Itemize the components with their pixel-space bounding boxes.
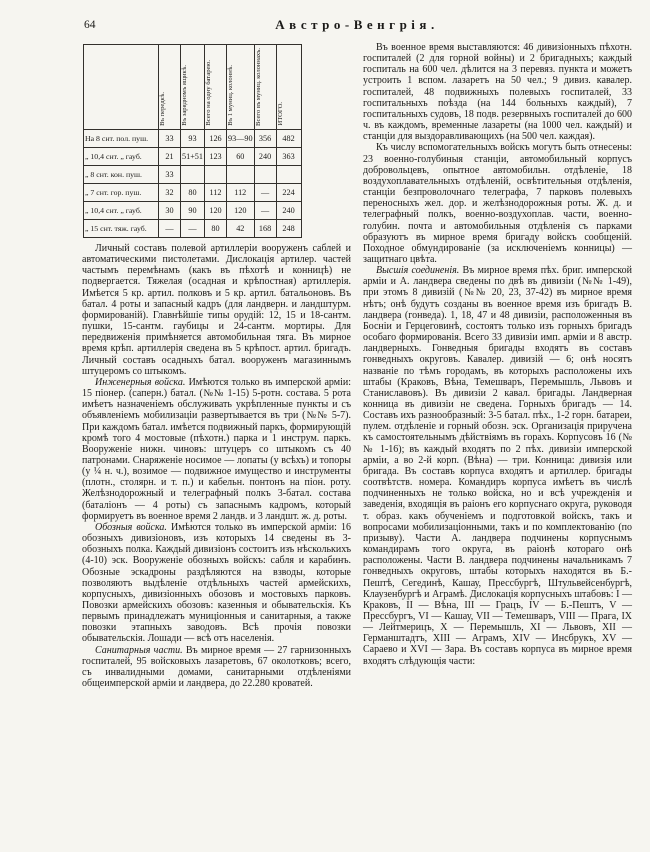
table-header-row bbox=[84, 45, 302, 130]
table-cell bbox=[254, 166, 276, 184]
table-cell-total: 363 bbox=[276, 148, 301, 166]
row-label-header bbox=[84, 45, 159, 130]
table-row bbox=[84, 184, 302, 202]
page-header bbox=[82, 16, 632, 38]
table-cell: 80 bbox=[181, 184, 205, 202]
table-row bbox=[84, 202, 302, 220]
table-cell: 42 bbox=[227, 220, 255, 238]
paragraph-text: Имѣются только въ имперской арміи: 15 піонер. (саперн.) батал. (№№ 1-15) 5-ротн. состава. 5 рота имѣетъ назначеніемъ обслуживать укрѣпленные пункты и съ объявленіемъ мобилизаціи развертывается въ три (№№ 5-7). При каждомъ батал. имѣется подвижный паркъ, формирующій кромѣ того 4 мостовые (пѣхотн.) парка и 1 инструм. паркъ. Вооруженіе нижн. чиновъ: штуцеръ со штыкомъ съ 40 патронами. Снаряженіе носимое — лопаты (у всѣхъ) и топоры (у ¼ н. ч.), возимое — подвижное имущество и инструменты (плотн., столярн. и т. п.) и кабельн. понтонъ на піон. роту. Желѣзнодорожный и телеграфный полкъ 3-батал. состава (баталіонъ — 4 роты) съ запаснымъ кадромъ, который формируетъ въ военное время 2 ландв. и 3 ландшт. ж. д. роты. bbox=[82, 376, 351, 522]
table-cell-total: 240 bbox=[276, 202, 301, 220]
table-cell: 120 bbox=[205, 202, 227, 220]
paragraph bbox=[363, 265, 632, 667]
table-cell: 32 bbox=[159, 184, 181, 202]
table-row bbox=[84, 166, 302, 184]
column-header-label: Въ передкѣ. bbox=[159, 92, 166, 126]
table-cell-total: 224 bbox=[276, 184, 301, 202]
row-label: „ 10,4 снт. „ гауб. bbox=[84, 202, 159, 220]
paragraph-text: Въ военное время выставляются: 46 дивизіонныхъ пѣхотн. госпиталей (2 для горной войны) и 2 бригадныхъ; каждый госпиталь на 600 чел. дѣлится на 3 перевяз. пункта и можетъ устроить 1 вспом. лазаретъ на 50 чел.; 9 дивиз. кавалер. госпиталей, 48 подвижныхъ полевыхъ госпиталей, 33 госпитальныхъ поѣзда (на 144 больныхъ каждый), 7 госпитальныхъ судовъ, 18 подв. резервныхъ госпиталей до 600 ч. въ каждомъ, временные лазареты (на 1000 чел. каждый) и станціи для выздоравливающихъ (на 500 чел. каждая). bbox=[363, 42, 632, 143]
paragraph-lead: Инженерныя войска. bbox=[95, 376, 189, 388]
table-cell: 21 bbox=[159, 148, 181, 166]
table-cell: 80 bbox=[205, 220, 227, 238]
row-label: На 8 снт. пол. пуш. bbox=[84, 130, 159, 148]
column-header bbox=[159, 45, 181, 130]
column-header-label: Въ зарядномъ ящикѣ. bbox=[181, 65, 188, 126]
table-cell: 120 bbox=[227, 202, 255, 220]
page-number: 64 bbox=[84, 19, 96, 31]
table-cell: 123 bbox=[205, 148, 227, 166]
table-cell: — bbox=[159, 220, 181, 238]
paragraph-text: Имѣются только въ имперской арміи: 16 обозныхъ дивизіоновъ, изъ которыхъ 14 сведены въ 3-обозныхъ полка. Каждый дивизіонъ состоитъ изъ нѣсколькихъ (4-10) эск. Вооруженіе обозныхъ войскъ: сабля и карабинъ. Обозные эскадроны раздѣляются на взводы, которые позволяютъ выдѣленіе отдѣльныхъ частей армейскихъ, корпусныхъ, дивизіонныхъ обозовъ и мостовыхъ парковъ. Повозки армейскихъ обозовъ: казенныя и обывательскія. Къ первымъ принадлежатъ муниціонныя и санитарныя, а также повозки этапныхъ заводовъ. Всѣ прочія повозки обывательскія. Лошади — всѣ отъ населенія. bbox=[82, 521, 351, 645]
table-cell-total: 248 bbox=[276, 220, 301, 238]
table-row bbox=[84, 220, 302, 238]
table-cell: 93 bbox=[181, 130, 205, 148]
column-header bbox=[205, 45, 227, 130]
table-cell bbox=[181, 166, 205, 184]
row-label: „ 10,4 снт. „ гауб. bbox=[84, 148, 159, 166]
table-cell: 93—90 bbox=[227, 130, 255, 148]
table-cell: — bbox=[254, 184, 276, 202]
table-cell: 60 bbox=[227, 148, 255, 166]
table-cell bbox=[205, 166, 227, 184]
table-cell: 126 bbox=[205, 130, 227, 148]
table-cell: 90 bbox=[181, 202, 205, 220]
row-label: „ 7 снт. гор. пуш. bbox=[84, 184, 159, 202]
paragraph-lead: Обозныя войска. bbox=[95, 521, 171, 533]
column-header-label: Въ 1 муниц. колоннѣ. bbox=[227, 65, 234, 126]
paragraph-lead: Санитарныя части. bbox=[95, 644, 186, 656]
table-cell: 240 bbox=[254, 148, 276, 166]
table-cell: 112 bbox=[205, 184, 227, 202]
row-label: „ 8 снт. кон. пуш. bbox=[84, 166, 159, 184]
paragraph bbox=[82, 377, 351, 522]
paragraph bbox=[82, 522, 351, 645]
paragraph-text: Въ мирное время пѣх. бриг. имперской арміи и А. ландвера сведены по двѣ въ дивизіи (№№ 1-49), при этомъ 8 дивизій (№№ 20, 23, 37-42) въ мирное время нѣтъ; онѣ будутъ созданы въ военное время изъ бригадъ В. ландвера (гонведа). 1, 18, 47 и 48 дивизіи, расположенныя въ Босніи и Герцеговинѣ, состоятъ только изъ горныхъ бригадъ особаго формированія. Всего 33 дивизіи имп. арміи и 8 австр. ландверныхъ. Гонведныя бригады входятъ въ составъ гонведныхъ округовъ. Кавалер. дивизій — 6; онѣ носятъ названіе по тѣмъ городамъ, въ которыхъ расположены ихъ штабы (Краковъ, Вѣна, Темешваръ, Перемышль, Львовъ и Станиславовъ). Въ дивизіи 2 кавал. бригады. Ландверная конница въ дивизіи не сведена. Горныхъ бригадъ — 14. Составъ ихъ разнообразный: 3-5 батал. пѣх., 1-2 горн. батареи, пулем. отдѣленіе и горный обозн. эск. Организація приручена къ самостоятельнымъ дѣйствіямъ въ горахъ. Корпусовъ 16 (№№ 1-16); въ каждый входятъ по 2 пѣх. дивизіи имперской арміи, а во 2-й корп. (Вѣна) — три. Конница: дивизія или бригада. Въ составъ корпуса входятъ и артиллер. бригады соотвѣтств. номера. Командиръ корпуса имѣетъ въ числѣ подчиненныхъ не только войска, но и всѣ учрежденія и заведенія, входящія въ раіонъ его корпуснаго округа, руководя т. образ. какъ обученіемъ и подготовкой войскъ, такъ и вопросами мобилизаціонными, такъ и по комплектованію (по призыву). Части А. ландвера подчинены корпуснымъ командирамъ того округа, въ раіонѣ котораго онѣ расположены. Части В. ландвера подчинены начальникамъ 7 гонведныхъ округовъ, штабы которыхъ находятся въ Б.-Пештѣ, Сегединѣ, Кашау, Прессбургѣ, Штульвейсенбургѣ, Клаузенбургѣ и Аграмѣ. Дислокація корпусныхъ штабовъ: I — Краковъ, II — Вѣна, III — Грацъ, IV — Б.-Пештъ, V — Прессбургъ, VI — Кашау, VII — Темешваръ, VIII — Прага, IX — Лейтмерицъ, X — Перемышль, XI — Львовъ, XII — Германштадтъ, XIII — Аграмъ, XIV — Инсбрукъ, XV — Сараево и XVI — Зара. Въ составъ корпуса въ мирное время входятъ слѣдующія части: bbox=[363, 265, 632, 667]
paragraph bbox=[363, 42, 632, 142]
paragraph bbox=[82, 645, 351, 690]
page-title: Австро-Венгрія. bbox=[275, 17, 439, 32]
table-cell: 112 bbox=[227, 184, 255, 202]
left-column bbox=[82, 42, 351, 689]
table-cell bbox=[227, 166, 255, 184]
column-header bbox=[254, 45, 276, 130]
paragraph-text: Въ мирное время — 27 гарнизонныхъ госпиталей, 95 войсковыхъ лазаретовъ, 67 околотковъ; всего, съ инвалидными домами, санитарными отдѣленіями общеимперской арміи и ландвера, до 22.280 кроватей. bbox=[82, 644, 352, 690]
column-header bbox=[227, 45, 255, 130]
table-cell: 30 bbox=[159, 202, 181, 220]
table-cell: — bbox=[181, 220, 205, 238]
row-label: „ 15 снт. тяж. гауб. bbox=[84, 220, 159, 238]
table-cell: 33 bbox=[159, 166, 181, 184]
table-cell: 33 bbox=[159, 130, 181, 148]
table-cell-total bbox=[276, 166, 301, 184]
right-column bbox=[363, 42, 632, 689]
paragraph-text: Личный составъ полевой артиллеріи вооруженъ саблей и автоматическими пистолетами. Дислокація артилер. частей частымъ перемѣнамъ (какъ въ пѣхотѣ и конницѣ) не подвергается. Тяжелая (осадная и крѣпостная) артиллерія. Имѣется 5 кр. артил. полковъ и 5 кр. артил. батальоновъ. Въ батал. 4 роты и запасный кадръ (для ландверн. и ландштурм. формированій). Главнѣйшіе типы орудій: 12, 15 и 18-сантм. пушки, 15-сантм. гаубицы и 24-сантм. мортиры. Для передвиженія примѣняется автомобильная тяга. Въ мирное время крѣп. артиллерія сведена въ 5 крѣпост. артил. бригадъ. Личный составъ осадныхъ батал. вооруженъ магазиннымъ штуцеромъ со штыкомъ. bbox=[82, 243, 351, 377]
table-cell: — bbox=[254, 202, 276, 220]
column-header-label: ИТОГО. bbox=[276, 102, 284, 126]
table-row bbox=[84, 130, 302, 148]
table-row bbox=[84, 148, 302, 166]
column-header-label: Всего на одну батарею. bbox=[205, 60, 212, 126]
table-cell: 356 bbox=[254, 130, 276, 148]
table-cell: 168 bbox=[254, 220, 276, 238]
column-header-label: Всего въ муниц. колоннахъ. bbox=[254, 47, 262, 126]
two-column-text bbox=[82, 42, 632, 689]
column-header bbox=[276, 45, 301, 130]
artillery-ammunition-table bbox=[83, 44, 302, 238]
paragraph-text: Къ числу вспомогательныхъ войскъ могутъ быть отнесены: 23 военно-голубиныя станціи, автомобильный корпусъ добровольцевъ, опытное автомобильн. отдѣленіе, 18 воздухоплавательныхъ отдѣленій, освѣтительныя отдѣленія, станціи безпроволочнаго телеграфа, 7 парковъ полевыхъ переносныхъ жел. дор. и желѣзнодорожныя роты. Ж. д. и телеграфный полкъ, военно-воздухоплав. части, военно-голубин. почта и автомобильныя отдѣленія съ парками образуютъ въ мирное время бригаду войскъ сообщеній. Походное обмундированіе (за исключеніемъ конницы) — защитнаго цвѣта. bbox=[363, 142, 632, 265]
paragraph bbox=[82, 243, 351, 377]
paragraph-lead: Высшія соединенія. bbox=[376, 265, 463, 277]
column-header bbox=[181, 45, 205, 130]
table-cell: 51+51 bbox=[181, 148, 205, 166]
paragraph bbox=[363, 142, 632, 265]
table-cell-total: 482 bbox=[276, 130, 301, 148]
